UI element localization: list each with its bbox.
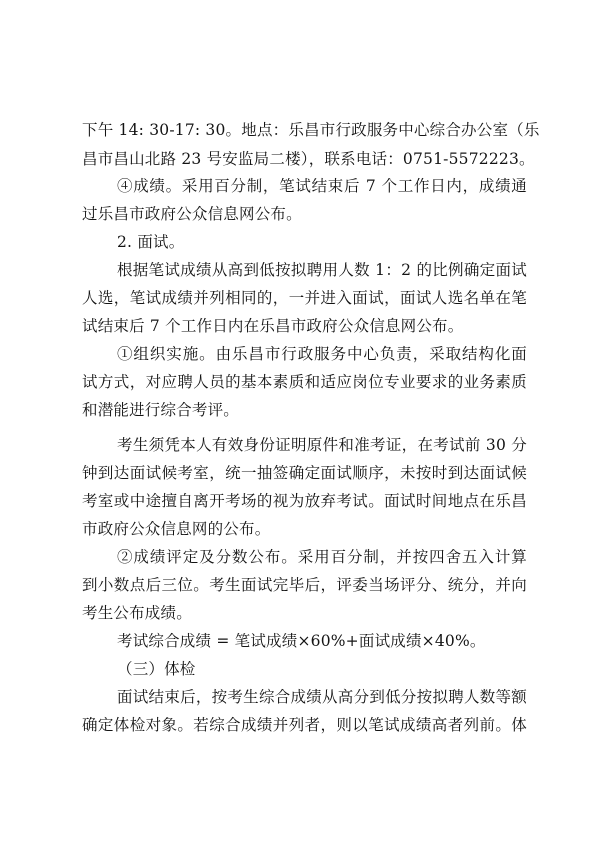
- text-line: ②成绩评定及分数公布。采用百分制，并按四舍五入计算: [117, 548, 527, 566]
- text-line: 根据笔试成绩从高到低按拟聘用人数 1：2 的比例确定面试: [117, 261, 527, 279]
- text-line: 和潜能进行综合考评。: [82, 401, 240, 419]
- text-line: 试结束后 7 个工作日内在乐昌市政府公众信息网公布。: [82, 317, 464, 335]
- section-heading: （三）体检: [117, 660, 196, 678]
- text-line: 过乐昌市政府公众信息网公布。: [82, 205, 302, 223]
- text-line: 市政府公众信息网的公布。: [82, 520, 271, 538]
- text-line: 考生须凭本人有效身份证明原件和准考证，在考试前 30 分: [117, 436, 527, 454]
- text-line: 钟到达面试候考室，统一抽签确定面试顺序，未按时到达面试候: [82, 464, 527, 482]
- text-line: 考生公布成绩。: [82, 604, 192, 622]
- section-heading: 2. 面试。: [117, 233, 185, 251]
- text-line: 下午 14: 30-17: 30。地点：乐昌市行政服务中心综合办公室（乐: [82, 121, 540, 139]
- text-line: 到小数点后三位。考生面试完毕后，评委当场评分、统分，并向: [82, 576, 527, 594]
- formula-line: 考试综合成绩 = 笔试成绩×60%+面试成绩×40%。: [117, 632, 486, 650]
- text-line: ①组织实施。由乐昌市行政服务中心负责，采取结构化面: [117, 345, 527, 363]
- text-line: 人选，笔试成绩并列相同的，一并进入面试，面试人选名单在笔: [82, 289, 527, 307]
- text-line: 试方式，对应聘人员的基本素质和适应岗位专业要求的业务素质: [82, 373, 527, 391]
- text-line: 昌市昌山北路 23 号安监局二楼），联系电话：0751-5572223。: [82, 150, 535, 168]
- text-line: 考室或中途擅自离开考场的视为放弃考试。面试时间地点在乐昌: [82, 492, 527, 510]
- text-line: 确定体检对象。若综合成绩并列者，则以笔试成绩高者列前。体: [82, 716, 527, 734]
- text-line: 面试结束后，按考生综合成绩从高分到低分按拟聘人数等额: [117, 688, 527, 706]
- text-line: ④成绩。采用百分制，笔试结束后 7 个工作日内，成绩通: [117, 177, 527, 195]
